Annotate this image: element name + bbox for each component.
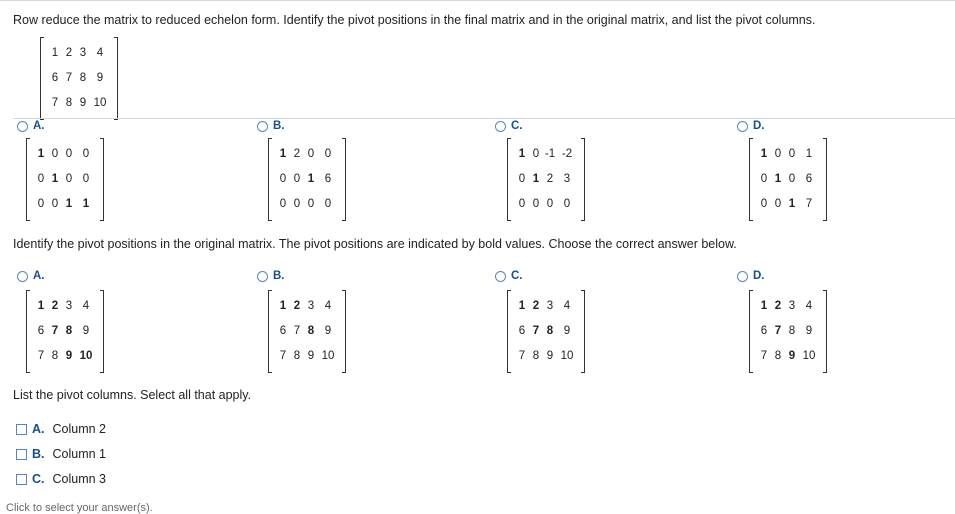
option-text: Column 1 (52, 447, 106, 461)
question-prompt: Row reduce the matrix to reduced echelon form. Identify the pivot positions in the final matrix and in the original matrix, and list the pivot columns. (13, 13, 816, 27)
matrix-cell: 8 (788, 325, 796, 337)
part1-matrix-b (268, 139, 346, 220)
matrix-cell: 0 (51, 198, 59, 210)
matrix-cell: 4 (82, 300, 90, 312)
matrix-cell: 2 (293, 300, 301, 312)
radio-button[interactable] (737, 121, 748, 132)
matrix-cell: 3 (788, 300, 796, 312)
matrix-cell: 0 (774, 198, 782, 210)
radio-button[interactable] (17, 271, 28, 282)
matrix-cell: 7 (532, 325, 540, 337)
matrix-cell: 10 (321, 350, 335, 362)
option-letter: A. (33, 270, 45, 282)
matrix-cell: 1 (532, 173, 540, 185)
matrix-cell: 6 (760, 325, 768, 337)
matrix-cell: 4 (805, 300, 813, 312)
matrix-cell: 1 (760, 148, 768, 160)
matrix-cell: 8 (79, 72, 87, 84)
matrix-cell: 1 (518, 300, 526, 312)
select-hint: Click to select your answer(s). (6, 502, 153, 514)
matrix-cell: 7 (518, 350, 526, 362)
matrix-cell: 1 (51, 173, 59, 185)
matrix-cell: 7 (37, 350, 45, 362)
option-letter: D. (753, 120, 765, 132)
matrix-cell: 1 (774, 173, 782, 185)
part1-matrix-c (507, 139, 585, 220)
matrix-cell: 9 (546, 350, 554, 362)
matrix-cell: 6 (37, 325, 45, 337)
matrix-cell: 8 (307, 325, 315, 337)
matrix-row (757, 319, 819, 344)
matrix-cell: 0 (788, 148, 796, 160)
matrix-cell: 9 (79, 97, 87, 109)
matrix-cell: 9 (96, 72, 104, 84)
matrix-cell: 2 (65, 47, 73, 59)
matrix-cell: 0 (532, 148, 540, 160)
option-letter: A. (33, 120, 45, 132)
part1-matrix-a (26, 139, 104, 220)
part2-matrix-c (507, 291, 585, 372)
matrix-cell: 1 (788, 198, 796, 210)
part2-matrix-a (26, 291, 104, 372)
matrix-row (34, 344, 96, 369)
matrix-row (276, 192, 338, 217)
matrix-row (48, 91, 110, 116)
checkbox-option-b[interactable] (16, 447, 106, 461)
option-letter: C. (511, 270, 523, 282)
matrix-cell: 10 (802, 350, 816, 362)
matrix-cell: 8 (532, 350, 540, 362)
matrix-cell: 7 (65, 72, 73, 84)
matrix-cell: 9 (307, 350, 315, 362)
matrix-cell: 0 (788, 173, 796, 185)
checkbox-option-c[interactable] (16, 472, 106, 486)
matrix-cell: 9 (82, 325, 90, 337)
matrix-cell: 1 (307, 173, 315, 185)
part2-option-a[interactable] (17, 270, 45, 282)
matrix-cell: 0 (518, 198, 526, 210)
radio-button[interactable] (257, 271, 268, 282)
matrix-cell: 8 (51, 350, 59, 362)
matrix-cell: 0 (774, 148, 782, 160)
matrix-row (515, 319, 577, 344)
matrix-cell: 6 (518, 325, 526, 337)
matrix-cell: 10 (93, 97, 107, 109)
matrix-cell: 1 (82, 198, 90, 210)
matrix-cell: 0 (532, 198, 540, 210)
matrix-cell: 0 (563, 198, 571, 210)
matrix-row (515, 294, 577, 319)
matrix-cell: 0 (307, 198, 315, 210)
matrix-cell: 1 (65, 198, 73, 210)
option-letter: C. (32, 472, 45, 486)
matrix-row (276, 319, 338, 344)
checkbox[interactable] (16, 449, 27, 460)
matrix-cell: 1 (760, 300, 768, 312)
part1-option-d[interactable] (737, 120, 765, 132)
matrix-row (757, 294, 819, 319)
option-letter: B. (32, 447, 45, 461)
matrix-cell: 3 (307, 300, 315, 312)
matrix-cell: 4 (96, 47, 104, 59)
matrix-cell: 0 (65, 148, 73, 160)
matrix-cell: 0 (82, 173, 90, 185)
matrix-cell: 0 (760, 198, 768, 210)
matrix-row (34, 319, 96, 344)
matrix-cell: 7 (51, 325, 59, 337)
matrix-row (34, 167, 96, 192)
matrix-cell: 1 (37, 300, 45, 312)
matrix-cell: 2 (774, 300, 782, 312)
matrix-row (515, 167, 577, 192)
matrix-cell: 7 (774, 325, 782, 337)
part2-option-d[interactable] (737, 270, 765, 282)
matrix-row (276, 344, 338, 369)
matrix-cell: 8 (65, 325, 73, 337)
matrix-cell: 6 (279, 325, 287, 337)
matrix-cell: 9 (788, 350, 796, 362)
matrix-cell: 0 (307, 148, 315, 160)
matrix-row (276, 142, 338, 167)
matrix-cell: 3 (546, 300, 554, 312)
matrix-cell: 9 (563, 325, 571, 337)
matrix-cell: 1 (51, 47, 59, 59)
matrix-row (34, 142, 96, 167)
matrix-row (515, 142, 577, 167)
matrix-cell: 0 (760, 173, 768, 185)
matrix-cell: 0 (37, 173, 45, 185)
matrix-cell: 1 (279, 148, 287, 160)
matrix-row (276, 294, 338, 319)
matrix-cell: 0 (82, 148, 90, 160)
matrix-cell: 2 (293, 148, 301, 160)
matrix-cell: 4 (563, 300, 571, 312)
matrix-row (757, 167, 819, 192)
matrix-cell: 0 (293, 198, 301, 210)
checkbox[interactable] (16, 424, 27, 435)
matrix-cell: 0 (51, 148, 59, 160)
part1-matrix-d (749, 139, 827, 220)
matrix-cell: 3 (79, 47, 87, 59)
answer-divider (13, 118, 955, 119)
matrix-cell: 1 (805, 148, 813, 160)
option-text: Column 3 (52, 472, 106, 486)
radio-button[interactable] (257, 121, 268, 132)
part2-option-b[interactable] (257, 270, 285, 282)
top-divider (0, 0, 955, 1)
part2-option-c[interactable] (495, 270, 523, 282)
matrix-row (34, 294, 96, 319)
matrix-cell: -1 (544, 148, 556, 160)
option-letter: B. (273, 120, 285, 132)
matrix-row (757, 192, 819, 217)
matrix-cell: 7 (293, 325, 301, 337)
matrix-cell: 10 (79, 350, 93, 362)
matrix-cell: 3 (65, 300, 73, 312)
matrix-row (34, 192, 96, 217)
matrix-cell: 7 (760, 350, 768, 362)
matrix-row (515, 344, 577, 369)
matrix-cell: 0 (279, 198, 287, 210)
matrix-cell: 9 (65, 350, 73, 362)
option-letter: B. (273, 270, 285, 282)
matrix-cell: 10 (560, 350, 574, 362)
matrix-row (515, 192, 577, 217)
matrix-cell: 2 (532, 300, 540, 312)
matrix-cell: 8 (546, 325, 554, 337)
matrix-cell: 2 (51, 300, 59, 312)
matrix-cell: 7 (279, 350, 287, 362)
part2-matrix-b (268, 291, 346, 372)
matrix-cell: 3 (563, 173, 571, 185)
original-matrix (40, 38, 118, 119)
pivot-columns-prompt: List the pivot columns. Select all that apply. (13, 388, 252, 402)
part1-option-a[interactable] (17, 120, 45, 132)
matrix-cell: 8 (774, 350, 782, 362)
matrix-cell: -2 (561, 148, 573, 160)
matrix-cell: 4 (324, 300, 332, 312)
matrix-cell: 8 (65, 97, 73, 109)
matrix-cell: 9 (805, 325, 813, 337)
matrix-cell: 8 (293, 350, 301, 362)
matrix-cell: 2 (546, 173, 554, 185)
option-text: Column 2 (52, 422, 106, 436)
option-letter: D. (753, 270, 765, 282)
matrix-cell: 1 (279, 300, 287, 312)
matrix-cell: 9 (324, 325, 332, 337)
option-letter: A. (32, 422, 45, 436)
checkbox-option-a[interactable] (16, 422, 106, 436)
option-letter: C. (511, 120, 523, 132)
matrix-row (48, 66, 110, 91)
matrix-cell: 0 (324, 148, 332, 160)
matrix-cell: 0 (37, 198, 45, 210)
part1-option-c[interactable] (495, 120, 523, 132)
matrix-cell: 0 (324, 198, 332, 210)
matrix-cell: 7 (51, 97, 59, 109)
matrix-row (757, 142, 819, 167)
matrix-row (276, 167, 338, 192)
matrix-cell: 6 (51, 72, 59, 84)
pivot-original-prompt: Identify the pivot positions in the original matrix. The pivot positions are indicated by bold values. Choose the correct answer below. (13, 237, 737, 251)
radio-button[interactable] (495, 271, 506, 282)
matrix-cell: 0 (279, 173, 287, 185)
matrix-cell: 6 (805, 173, 813, 185)
matrix-row (757, 344, 819, 369)
matrix-cell: 0 (293, 173, 301, 185)
matrix-cell: 1 (518, 148, 526, 160)
matrix-row (48, 41, 110, 66)
checkbox[interactable] (16, 474, 27, 485)
radio-button[interactable] (495, 121, 506, 132)
part2-matrix-d (749, 291, 827, 372)
part1-option-b[interactable] (257, 120, 285, 132)
matrix-cell: 6 (324, 173, 332, 185)
matrix-cell: 0 (65, 173, 73, 185)
matrix-cell: 7 (805, 198, 813, 210)
matrix-cell: 0 (546, 198, 554, 210)
radio-button[interactable] (17, 121, 28, 132)
matrix-cell: 1 (37, 148, 45, 160)
matrix-cell: 0 (518, 173, 526, 185)
radio-button[interactable] (737, 271, 748, 282)
